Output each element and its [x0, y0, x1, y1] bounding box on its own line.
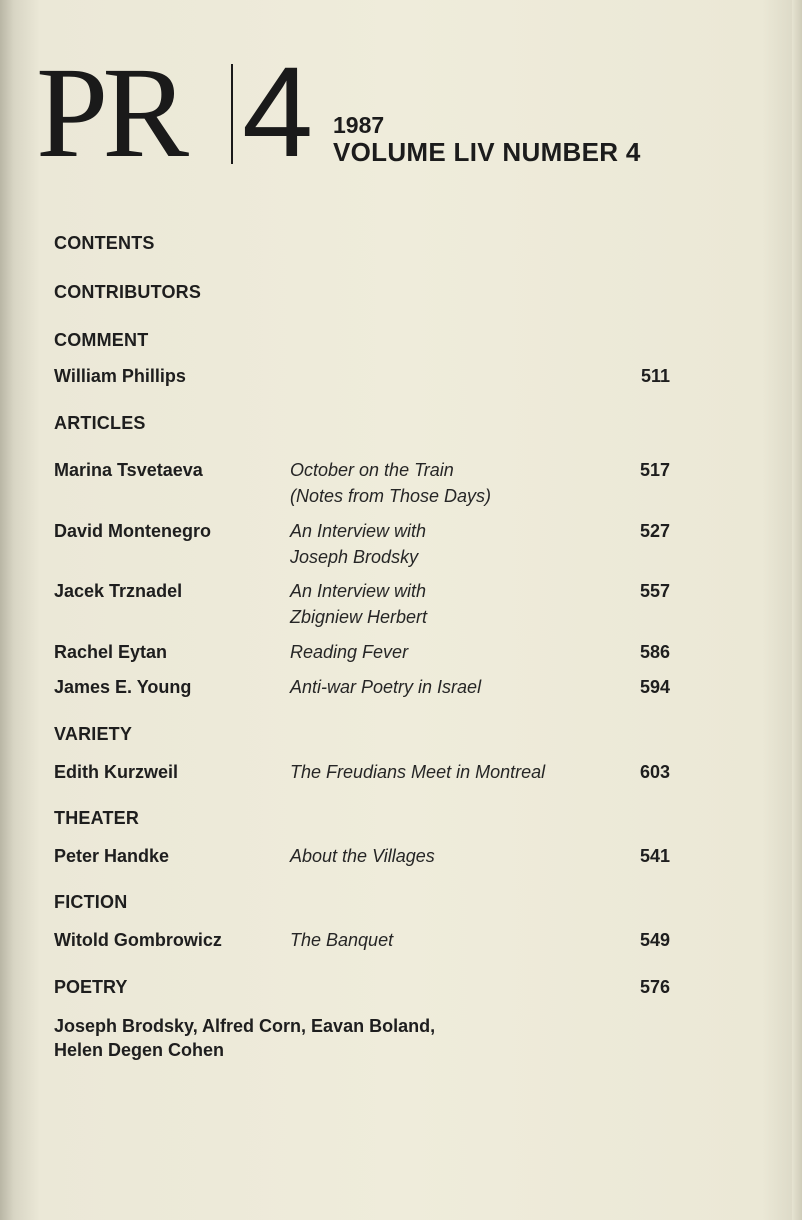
entry-title: About the Villages: [290, 846, 435, 866]
section-variety: VARIETY: [54, 724, 133, 744]
section-fiction: FICTION: [54, 892, 128, 912]
entry-page-number: 576: [639, 977, 670, 997]
section-comment: COMMENT: [54, 330, 149, 350]
entry-title: The Freudians Meet in Montreal: [290, 762, 546, 782]
page-edge: [792, 0, 802, 1220]
logo-divider: [231, 64, 233, 164]
entry-page-number: 586: [639, 642, 670, 662]
entry-page-number: 594: [639, 677, 670, 697]
entry-title-line1: October on the Train: [290, 460, 454, 480]
entry-author: David Montenegro: [54, 521, 212, 541]
section-poetry: POETRY: [54, 977, 128, 997]
logo-issue-number: 4: [242, 41, 310, 184]
entry-title-line1: An Interview with: [290, 521, 427, 541]
issue-year: 1987: [333, 112, 385, 138]
entry-title-line2: (Notes from Those Days): [290, 486, 492, 506]
entry-author: Peter Handke: [54, 846, 170, 866]
issue-volume: VOLUME LIV NUMBER 4: [333, 137, 641, 167]
entry-author: William Phillips: [54, 366, 186, 386]
entry-page-number: 511: [640, 366, 670, 386]
journal-logo: PR: [36, 41, 184, 185]
entry-author: Witold Gombrowicz: [54, 930, 222, 950]
entry-author: James E. Young: [54, 677, 192, 697]
entry-author: Rachel Eytan: [54, 642, 168, 662]
entry-author: Edith Kurzweil: [54, 762, 179, 782]
entry-title-line2: Zbigniew Herbert: [290, 607, 428, 627]
entry-page-number: 603: [639, 762, 670, 782]
poets-line1: Joseph Brodsky, Alfred Corn, Eavan Boland,: [54, 1016, 436, 1036]
entry-title-line1: Reading Fever: [290, 642, 409, 662]
entry-author: Marina Tsvetaeva: [54, 460, 203, 480]
entry-title: The Banquet: [290, 930, 394, 950]
entry-page-number: 549: [639, 930, 670, 950]
section-contributors: CONTRIBUTORS: [54, 282, 202, 302]
entry-title-line1: Anti-war Poetry in Israel: [290, 677, 482, 697]
entry-page-number: 527: [639, 521, 670, 541]
entry-title-line2: Joseph Brodsky: [290, 547, 419, 567]
entry-title-line1: An Interview with: [290, 581, 427, 601]
poets-line2: Helen Degen Cohen: [54, 1040, 225, 1060]
entry-page-number: 517: [639, 460, 670, 480]
section-articles: ARTICLES: [54, 413, 146, 433]
section-contents: CONTENTS: [54, 233, 155, 253]
entry-author: Jacek Trznadel: [54, 581, 183, 601]
entry-page-number: 541: [639, 846, 670, 866]
section-theater: THEATER: [54, 808, 140, 828]
entry-page-number: 557: [639, 581, 670, 601]
